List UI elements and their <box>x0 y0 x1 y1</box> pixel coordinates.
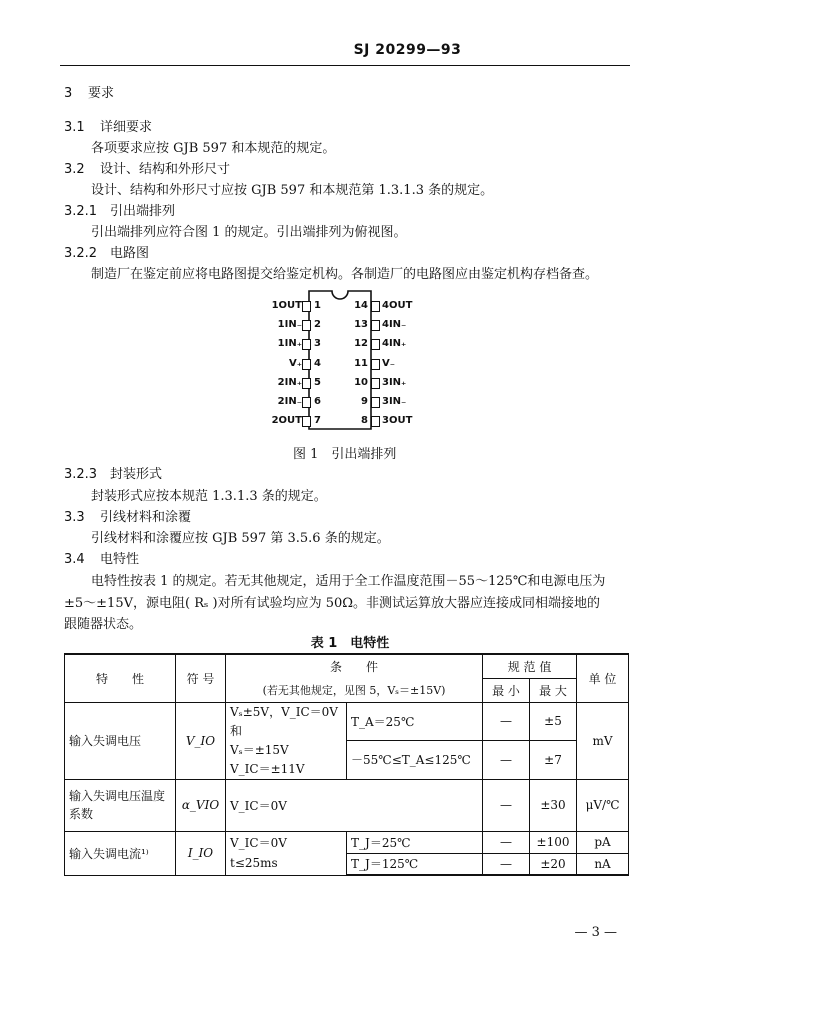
row-unit: nA <box>577 853 629 875</box>
document-header: SJ 20299—93 <box>353 42 462 58</box>
row-max: ±100 <box>530 831 577 853</box>
condition-line: Vₛ±5V，V_IC＝0V 和 <box>230 704 338 738</box>
pin-label: 1IN₊ <box>277 338 302 350</box>
section-3-2-heading <box>64 158 230 177</box>
section-3-4-line-3: 跟随器状态。 <box>64 617 143 632</box>
row-max: ±7 <box>530 741 577 780</box>
pin-terminal <box>371 320 380 331</box>
pin-label: 4OUT <box>382 300 413 311</box>
row-max: ±30 <box>530 779 577 831</box>
pin-number: 12 <box>354 338 368 350</box>
section-title: 引线材料和涂覆 <box>100 510 192 525</box>
section-number: 3.2.2 <box>64 246 98 261</box>
pin-number: 13 <box>354 319 368 331</box>
row-temp: T_A＝25℃ <box>347 702 483 741</box>
header-characteristic: 特 性 <box>65 654 176 702</box>
pin-terminal <box>371 301 380 312</box>
row-min: — <box>483 702 530 741</box>
pin-label: 1OUT <box>271 300 302 311</box>
row-name: 输入失调电流¹⁾ <box>65 831 176 875</box>
header-conditions: 条 件 <box>226 654 483 678</box>
pin-terminal <box>302 301 311 312</box>
row-temp: T_J＝125℃ <box>347 853 483 875</box>
header-symbol: 符 号 <box>176 654 226 702</box>
pin-terminal <box>371 339 380 350</box>
pin-terminal <box>302 397 311 408</box>
pin-number: 11 <box>354 357 368 369</box>
section-3-1-body: 各项要求应按 GJB 597 和本规范的规定。 <box>91 141 336 156</box>
pin-number: 1 <box>314 300 321 311</box>
pin-terminal <box>371 378 380 389</box>
section-3-4-line-1: 电特性按表 1 的规定。若无其他规定，适用于全工作温度范围－55～125℃和电源电压为 <box>91 574 606 589</box>
pin-label: 1IN₋ <box>277 319 302 331</box>
section-3-2-3-heading <box>64 463 162 482</box>
pin-label: 4IN₊ <box>382 338 407 350</box>
section-title: 设计、结构和外形尺寸 <box>100 162 231 177</box>
section-title: 封装形式 <box>110 467 163 482</box>
section-3-4-heading <box>64 548 139 567</box>
pin-number: 9 <box>361 396 368 407</box>
section-title: 要求 <box>88 86 115 101</box>
row-name: 输入失调电压温度系数 <box>65 779 176 831</box>
pin-terminal <box>302 378 311 389</box>
section-number: 3.2.3 <box>64 467 98 482</box>
pin-label: 2IN₋ <box>277 396 302 407</box>
section-number: 3.1 <box>64 120 85 135</box>
row-temp: T_J＝25℃ <box>347 831 483 853</box>
pin-label: V₋ <box>382 357 396 369</box>
header-conditions-note: (若无其他规定，见图 5，Vₛ＝±15V) <box>226 678 483 702</box>
section-3-1-heading <box>64 116 152 135</box>
pin-number: 7 <box>314 415 321 427</box>
pin-terminal <box>371 397 380 408</box>
pin-label: 3OUT <box>382 415 413 427</box>
pin-number: 3 <box>314 338 321 350</box>
header-limits: 规 范 值 <box>483 654 577 678</box>
section-number: 3.2 <box>64 162 85 177</box>
pin-number: 8 <box>361 415 368 427</box>
table-row <box>65 702 629 741</box>
section-3-2-1-heading <box>64 200 175 219</box>
row-condition <box>226 831 347 875</box>
row-min: — <box>483 779 530 831</box>
section-3-2-body: 设计、结构和外形尺寸应按 GJB 597 和本规范第 1.3.1.3 条的规定。 <box>91 183 494 198</box>
condition-line: V_IC＝±11V <box>230 761 305 776</box>
table-row <box>65 779 629 831</box>
row-min: — <box>483 741 530 780</box>
figure-caption: 图 1 引出端排列 <box>293 447 397 462</box>
section-title: 引出端排列 <box>110 204 176 219</box>
row-condition <box>226 702 347 779</box>
pin-label: 3IN₊ <box>382 376 407 388</box>
pin-number: 5 <box>314 376 321 388</box>
section-number: 3.3 <box>64 510 85 525</box>
row-temp: －55℃≤T_A≤125℃ <box>347 741 483 780</box>
section-title: 电路图 <box>110 246 150 261</box>
header-max: 最 大 <box>530 678 577 702</box>
header-rule <box>60 65 630 66</box>
row-name: 输入失调电压 <box>65 702 176 779</box>
row-max: ±5 <box>530 702 577 741</box>
pin-number: 6 <box>314 396 321 407</box>
page-number: — 3 — <box>574 925 617 940</box>
section-number: 3 <box>64 86 73 101</box>
section-number: 3.2.1 <box>64 204 98 219</box>
row-condition: V_IC＝0V <box>226 779 483 831</box>
row-symbol: α_VIO <box>176 779 226 831</box>
table-title: 表 1 电特性 <box>310 636 390 651</box>
condition-line: Vₛ＝±15V <box>230 742 289 757</box>
pin-number: 14 <box>354 300 368 311</box>
pin-terminal <box>302 359 311 370</box>
table-row <box>65 831 629 853</box>
row-unit: pA <box>577 831 629 853</box>
row-min: — <box>483 853 530 875</box>
pin-label: V₊ <box>288 357 302 369</box>
pin-label: 3IN₋ <box>382 396 407 407</box>
row-min: — <box>483 831 530 853</box>
row-unit: mV <box>577 702 629 779</box>
condition-line: t≤25ms <box>230 856 278 870</box>
pin-terminal <box>302 320 311 331</box>
section-3-3-heading <box>64 506 191 525</box>
pin-label: 2IN₊ <box>277 376 302 388</box>
row-max: ±20 <box>530 853 577 875</box>
pin-number: 4 <box>314 357 321 369</box>
pin-number: 2 <box>314 319 321 331</box>
condition-line: V_IC＝0V <box>230 836 287 850</box>
pin-label: 2OUT <box>271 415 302 427</box>
section-title: 详细要求 <box>100 120 153 135</box>
characteristics-table <box>64 653 629 876</box>
pin-terminal <box>371 416 380 427</box>
section-3-4-line-2: ±5～±15V，源电阻( Rₛ )对所有试验均应为 50Ω。非测试运算放大器应连接成同相端接地的 <box>64 596 601 611</box>
row-symbol: I_IO <box>176 831 226 875</box>
section-3-3-body: 引线材料和涂覆应按 GJB 597 第 3.5.6 条的规定。 <box>91 531 390 546</box>
pin-terminal <box>371 359 380 370</box>
row-symbol: V_IO <box>176 702 226 779</box>
section-3-2-2-heading <box>64 242 149 261</box>
section-number: 3.4 <box>64 552 85 567</box>
row-unit: μV/℃ <box>577 779 629 831</box>
header-unit: 单 位 <box>577 654 629 702</box>
section-3-heading <box>64 82 114 101</box>
pin-terminal <box>302 416 311 427</box>
pin-label: 4IN₋ <box>382 319 407 331</box>
pin-number: 10 <box>354 376 368 388</box>
section-3-2-2-body: 制造厂在鉴定前应将电路图提交给鉴定机构。各制造厂的电路图应由鉴定机构存档备查。 <box>91 267 599 282</box>
section-title: 电特性 <box>100 552 140 567</box>
pin-terminal <box>302 339 311 350</box>
section-3-2-3-body: 封装形式应按本规范 1.3.1.3 条的规定。 <box>91 489 327 504</box>
header-min: 最 小 <box>483 678 530 702</box>
section-3-2-1-body: 引出端排列应符合图 1 的规定。引出端排列为俯视图。 <box>91 225 407 240</box>
